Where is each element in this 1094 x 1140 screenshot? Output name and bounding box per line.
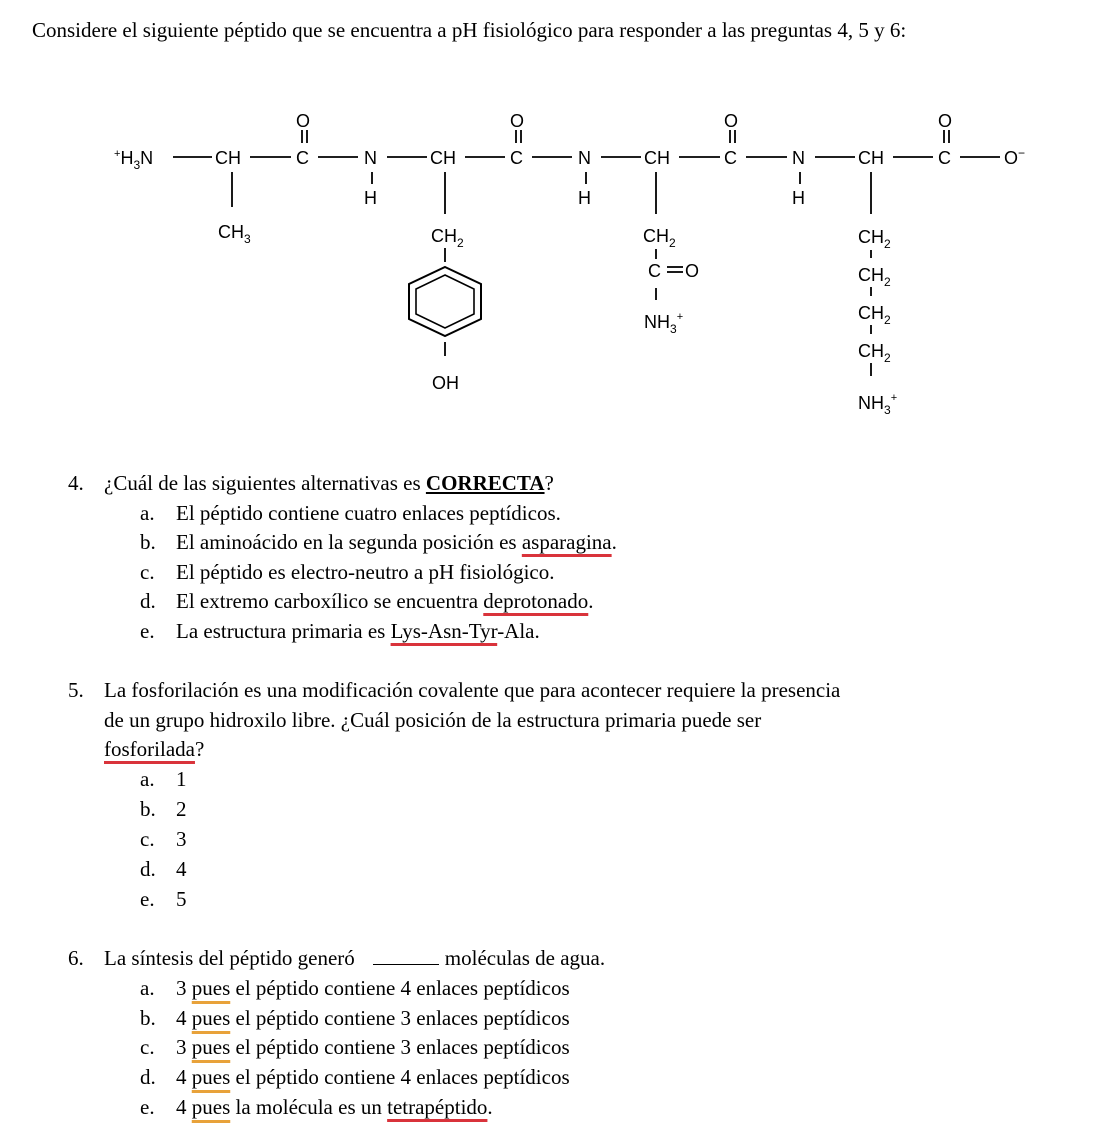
q5-line-3: fosforilada? [104, 737, 205, 761]
q6-option-b[interactable]: b. 4 pues el péptido contiene 3 enlaces peptídicos [140, 1006, 570, 1030]
carbonyl-oxygen-2: O [510, 111, 525, 131]
q5-option-c[interactable]: c. 3 [140, 827, 187, 851]
q5-line-1: La fosforilación es una modificación covalente que para acontecer requiere la presencia [104, 678, 841, 702]
q6-option-c[interactable]: c. 3 pues el péptido contiene 3 enlaces peptídicos [140, 1035, 570, 1059]
q6-option-d[interactable]: d. 4 pues el péptido contiene 4 enlaces peptídicos [140, 1065, 570, 1089]
q4-option-a[interactable]: a. El péptido contiene cuatro enlaces peptídicos. [140, 501, 561, 525]
lys-ch2-2: $CH_2$ [858, 265, 891, 289]
c-terminus: O− [1004, 146, 1026, 168]
amide-hydrogen-3: H [792, 188, 805, 208]
asn-carbonyl-oxygen: O [685, 261, 700, 281]
amide-hydrogen-1: H [364, 188, 377, 208]
q4-option-e[interactable]: e. La estructura primaria es Lys-Asn-Tyr-Ala. [140, 619, 540, 643]
q4-stem: ¿Cuál de las siguientes alternativas es CORRECTA? [104, 471, 554, 495]
hydroxyl-group: OH [432, 373, 459, 393]
amide-nitrogen-2: N [578, 148, 591, 168]
q5-option-a[interactable]: a. 1 [140, 767, 187, 791]
alpha-carbon-1: CH [215, 148, 241, 168]
q4-option-d[interactable]: d. El extremo carboxílico se encuentra deprotonado. [140, 589, 594, 613]
asn-amine: $NH_3^+$ [644, 311, 684, 336]
tyr-ch2: $CH_2$ [431, 226, 464, 250]
methyl-group: $CH_3$ [218, 222, 251, 246]
alpha-carbon-3: CH [644, 148, 670, 168]
amide-hydrogen-2: H [578, 188, 591, 208]
carbonyl-carbon-1: C [296, 148, 309, 168]
carbonyl-carbon-4: C [938, 148, 951, 168]
q5-option-b[interactable]: b. 2 [140, 797, 187, 821]
q5-line-2: de un grupo hidroxilo libre. ¿Cuál posición de la estructura primaria puede ser [104, 708, 762, 732]
q4-option-b[interactable]: b. El aminoácido en la segunda posición es asparagina. [140, 530, 617, 554]
intro-text: Considere el siguiente péptido que se encuentra a pH fisiológico para responder a las preguntas 4, 5 y 6: [32, 18, 907, 42]
asn-ch2: $CH_2$ [643, 226, 676, 250]
amide-nitrogen-1: N [364, 148, 377, 168]
q5-number: 5. [68, 678, 84, 702]
amide-nitrogen-3: N [792, 148, 805, 168]
q4-number: 4. [68, 471, 84, 495]
q6-number: 6. [68, 946, 84, 970]
lys-amine: $NH_3^+$ [858, 392, 898, 417]
q5-option-e[interactable]: e. 5 [140, 887, 187, 911]
carbonyl-carbon-2: C [510, 148, 523, 168]
carbonyl-oxygen-3: O [724, 111, 739, 131]
peptide-structure [0, 0, 1094, 440]
q5-option-d[interactable]: d. 4 [140, 857, 187, 881]
lys-ch2-4: $CH_2$ [858, 341, 891, 365]
alpha-carbon-2: CH [430, 148, 456, 168]
q6-stem: La síntesis del péptido generó moléculas de agua. [104, 946, 606, 970]
carbonyl-oxygen-4: O [938, 111, 953, 131]
carbonyl-oxygen-1: O [296, 111, 311, 131]
n-terminus: $^+H_3N$ [114, 148, 154, 172]
q4-emphasis: CORRECTA [425, 471, 545, 495]
carbonyl-carbon-3: C [724, 148, 737, 168]
q6-option-e[interactable]: e. 4 pues la molécula es un tetrapéptido. [140, 1095, 493, 1119]
asn-carbonyl-carbon: C [648, 261, 661, 281]
q6-option-a[interactable]: a. 3 pues el péptido contiene 4 enlaces peptídicos [140, 976, 570, 1000]
lys-ch2-3: $CH_2$ [858, 303, 891, 327]
q4-option-c[interactable]: c. El péptido es electro-neutro a pH fisiológico. [140, 560, 555, 584]
answer-blank [373, 946, 439, 965]
alpha-carbon-4: CH [858, 148, 884, 168]
lys-ch2-1: $CH_2$ [858, 227, 891, 251]
